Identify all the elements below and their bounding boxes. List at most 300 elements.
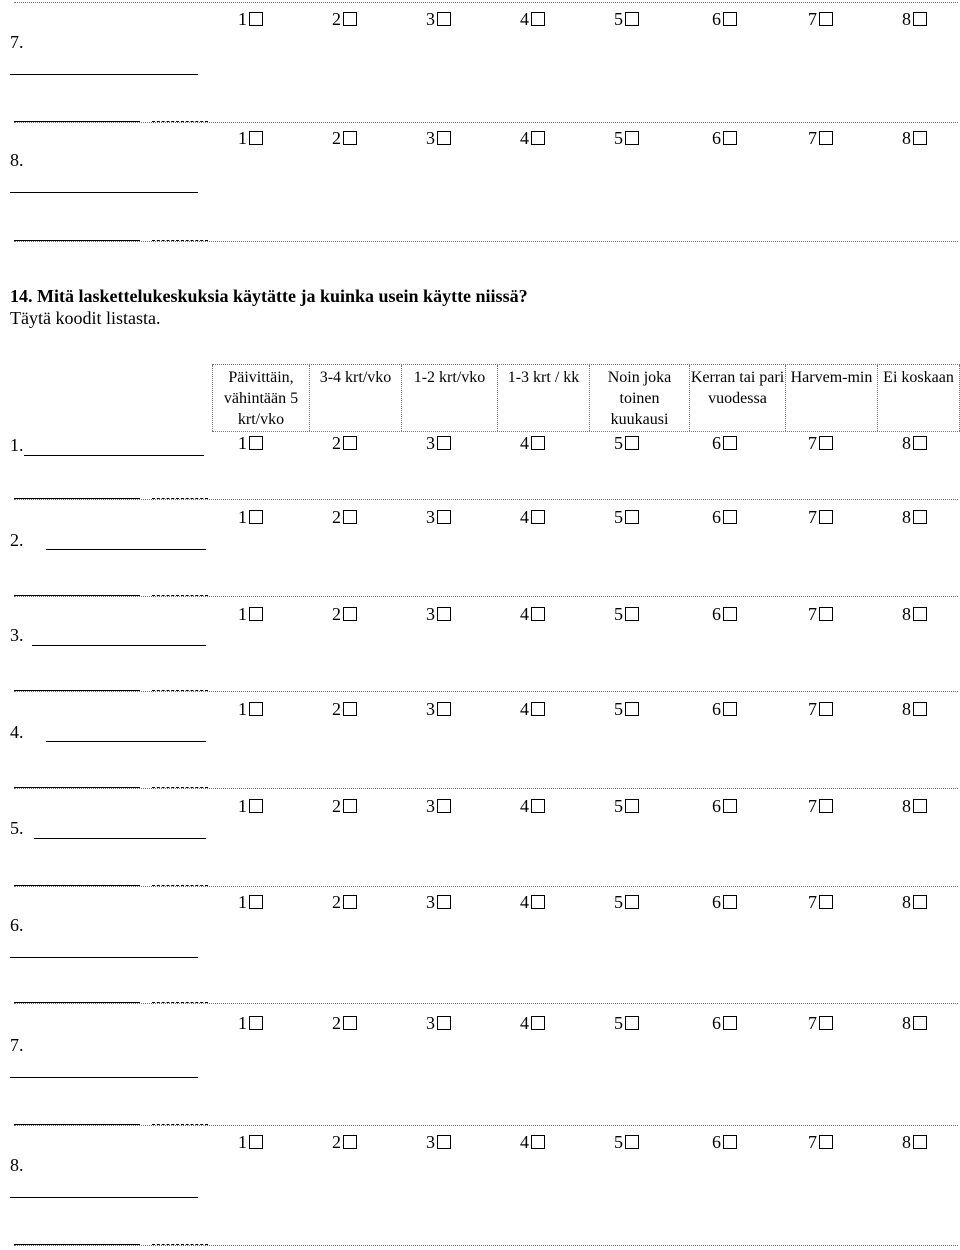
answer-line[interactable]: [10, 1077, 198, 1078]
option-code: 4: [520, 892, 529, 912]
checkbox[interactable]: [723, 1135, 737, 1149]
option-code: 5: [614, 1013, 623, 1033]
column-header-1: Päivittäin, vähintään 5 krt/vko: [212, 365, 310, 431]
row-separator: [14, 241, 958, 242]
column-header-3: 1-2 krt/vko: [402, 365, 498, 431]
option-8[interactable]: [902, 1012, 927, 1034]
row-separator: [14, 1245, 958, 1246]
option-2[interactable]: [332, 891, 357, 913]
option-2[interactable]: [332, 603, 357, 625]
option-code: 8: [902, 892, 911, 912]
option-5[interactable]: [614, 891, 639, 913]
checkbox[interactable]: [531, 607, 545, 621]
checkbox[interactable]: [343, 799, 357, 813]
option-code: 2: [332, 892, 341, 912]
option-6[interactable]: [712, 8, 737, 30]
option-code: 7: [808, 433, 817, 453]
row-number: 7.: [10, 1035, 24, 1055]
row-number: 4.: [10, 722, 24, 742]
separator-dash: [152, 1244, 208, 1245]
checkbox[interactable]: [913, 12, 927, 26]
option-code: 7: [808, 699, 817, 719]
option-code: 1: [238, 1132, 247, 1152]
checkbox[interactable]: [625, 1135, 639, 1149]
option-7[interactable]: [808, 891, 833, 913]
option-code: 8: [902, 1132, 911, 1152]
option-code: 6: [712, 1013, 721, 1033]
option-3[interactable]: [426, 506, 451, 528]
checkbox[interactable]: [437, 1016, 451, 1030]
checkbox[interactable]: [531, 799, 545, 813]
option-code: 6: [712, 128, 721, 148]
option-6[interactable]: [712, 795, 737, 817]
row-number: 6.: [10, 915, 24, 935]
checkbox[interactable]: [625, 12, 639, 26]
checkbox[interactable]: [531, 895, 545, 909]
row-separator: [14, 122, 958, 123]
option-8[interactable]: [902, 8, 927, 30]
option-code: 4: [520, 1013, 529, 1033]
row-separator: [14, 499, 958, 500]
checkbox[interactable]: [437, 799, 451, 813]
checkbox[interactable]: [343, 1135, 357, 1149]
option-code: 6: [712, 796, 721, 816]
answer-options: [238, 795, 938, 817]
option-7[interactable]: [808, 795, 833, 817]
option-1[interactable]: [238, 8, 263, 30]
question-instruction: Täytä koodit listasta.: [10, 308, 161, 328]
checkbox[interactable]: [625, 702, 639, 716]
checkbox[interactable]: [249, 1016, 263, 1030]
checkbox[interactable]: [625, 510, 639, 524]
option-1[interactable]: [238, 506, 263, 528]
checkbox[interactable]: [723, 131, 737, 145]
option-code: 1: [238, 796, 247, 816]
separator-solid: [14, 240, 140, 241]
option-code: 3: [426, 892, 435, 912]
answer-options: [238, 698, 938, 720]
checkbox[interactable]: [913, 607, 927, 621]
option-4[interactable]: [520, 1012, 545, 1034]
option-8[interactable]: [902, 698, 927, 720]
option-4[interactable]: [520, 795, 545, 817]
checkbox[interactable]: [819, 799, 833, 813]
option-code: 2: [332, 604, 341, 624]
column-header-7: Harvem-min: [786, 365, 878, 431]
option-8[interactable]: [902, 127, 927, 149]
question-title: 14. Mitä laskettelukeskuksia käytätte ja kuinka usein käytte niissä?: [10, 286, 528, 306]
option-code: 2: [332, 9, 341, 29]
option-1[interactable]: [238, 1131, 263, 1153]
option-8[interactable]: [902, 891, 927, 913]
checkbox[interactable]: [723, 436, 737, 450]
checkbox[interactable]: [913, 895, 927, 909]
answer-options: [238, 891, 938, 913]
option-code: 8: [902, 128, 911, 148]
option-code: 8: [902, 433, 911, 453]
option-2[interactable]: [332, 698, 357, 720]
option-4[interactable]: [520, 698, 545, 720]
header-overline: [212, 364, 960, 365]
option-3[interactable]: [426, 127, 451, 149]
option-4[interactable]: [520, 603, 545, 625]
option-6[interactable]: [712, 891, 737, 913]
row-separator: [14, 596, 958, 597]
option-code: 1: [238, 9, 247, 29]
option-code: 6: [712, 1132, 721, 1152]
option-1[interactable]: [238, 432, 263, 454]
option-2[interactable]: [332, 795, 357, 817]
option-code: 4: [520, 699, 529, 719]
option-1[interactable]: [238, 698, 263, 720]
option-2[interactable]: [332, 8, 357, 30]
separator-solid: [14, 498, 140, 499]
option-8[interactable]: [902, 1131, 927, 1153]
checkbox[interactable]: [723, 895, 737, 909]
answer-line[interactable]: [46, 741, 206, 742]
option-code: 1: [238, 699, 247, 719]
checkbox[interactable]: [249, 12, 263, 26]
option-1[interactable]: [238, 795, 263, 817]
option-1[interactable]: [238, 603, 263, 625]
option-code: 8: [902, 507, 911, 527]
option-code: 5: [614, 892, 623, 912]
option-1[interactable]: [238, 1012, 263, 1034]
option-5[interactable]: [614, 1012, 639, 1034]
option-code: 3: [426, 699, 435, 719]
option-7[interactable]: [808, 1012, 833, 1034]
column-header-6: Kerran tai pari vuodessa: [690, 365, 786, 431]
separator-solid: [14, 690, 140, 691]
option-code: 1: [238, 433, 247, 453]
row-number: 2.: [10, 530, 24, 550]
checkbox[interactable]: [723, 607, 737, 621]
option-4[interactable]: [520, 1131, 545, 1153]
column-header-4: 1-3 krt / kk: [498, 365, 590, 431]
separator-solid: [14, 1244, 140, 1245]
option-3[interactable]: [426, 8, 451, 30]
option-code: 1: [238, 128, 247, 148]
checkbox[interactable]: [531, 510, 545, 524]
option-code: 7: [808, 507, 817, 527]
option-code: 4: [520, 1132, 529, 1152]
checkbox[interactable]: [437, 607, 451, 621]
checkbox[interactable]: [249, 702, 263, 716]
option-5[interactable]: [614, 795, 639, 817]
option-2[interactable]: [332, 1131, 357, 1153]
option-6[interactable]: [712, 432, 737, 454]
option-5[interactable]: [614, 1131, 639, 1153]
answer-line[interactable]: [10, 192, 198, 193]
option-6[interactable]: [712, 603, 737, 625]
page-top-separator: [14, 2, 958, 3]
option-5[interactable]: [614, 432, 639, 454]
option-code: 7: [808, 128, 817, 148]
option-code: 6: [712, 507, 721, 527]
option-code: 7: [808, 796, 817, 816]
option-7[interactable]: [808, 603, 833, 625]
checkbox[interactable]: [625, 131, 639, 145]
checkbox[interactable]: [819, 1016, 833, 1030]
separator-solid: [14, 121, 140, 122]
option-3[interactable]: [426, 891, 451, 913]
checkbox[interactable]: [343, 607, 357, 621]
checkbox[interactable]: [437, 510, 451, 524]
checkbox[interactable]: [343, 510, 357, 524]
option-code: 4: [520, 604, 529, 624]
checkbox[interactable]: [249, 131, 263, 145]
checkbox[interactable]: [531, 1016, 545, 1030]
checkbox[interactable]: [819, 436, 833, 450]
separator-dash: [152, 690, 208, 691]
checkbox[interactable]: [723, 1016, 737, 1030]
checkbox[interactable]: [819, 510, 833, 524]
option-2[interactable]: [332, 1012, 357, 1034]
answer-line[interactable]: [10, 1197, 198, 1198]
option-7[interactable]: [808, 432, 833, 454]
answer-options: [238, 1131, 938, 1153]
option-4[interactable]: [520, 127, 545, 149]
answer-options: [238, 127, 938, 149]
checkbox[interactable]: [819, 12, 833, 26]
separator-solid: [14, 595, 140, 596]
checkbox[interactable]: [819, 895, 833, 909]
answer-line[interactable]: [34, 838, 206, 839]
option-8[interactable]: [902, 432, 927, 454]
option-code: 1: [238, 892, 247, 912]
option-code: 3: [426, 1132, 435, 1152]
option-code: 3: [426, 433, 435, 453]
option-5[interactable]: [614, 698, 639, 720]
checkbox[interactable]: [437, 131, 451, 145]
option-code: 7: [808, 892, 817, 912]
option-code: 7: [808, 9, 817, 29]
option-2[interactable]: [332, 432, 357, 454]
option-8[interactable]: [902, 603, 927, 625]
option-code: 2: [332, 1132, 341, 1152]
option-code: 6: [712, 433, 721, 453]
option-6[interactable]: [712, 1012, 737, 1034]
row-number: 8.: [10, 150, 24, 170]
checkbox[interactable]: [531, 436, 545, 450]
option-code: 7: [808, 1132, 817, 1152]
option-code: 6: [712, 892, 721, 912]
option-code: 1: [238, 1013, 247, 1033]
checkbox[interactable]: [819, 702, 833, 716]
row-number: 5.: [10, 818, 24, 838]
answer-line[interactable]: [10, 74, 198, 75]
checkbox[interactable]: [249, 895, 263, 909]
checkbox[interactable]: [343, 12, 357, 26]
separator-dash: [152, 595, 208, 596]
option-code: 5: [614, 796, 623, 816]
checkbox[interactable]: [625, 799, 639, 813]
option-code: 3: [426, 507, 435, 527]
answer-line[interactable]: [10, 957, 198, 958]
separator-solid: [14, 885, 140, 886]
checkbox[interactable]: [343, 702, 357, 716]
answer-options: [238, 8, 938, 30]
option-8[interactable]: [902, 795, 927, 817]
option-code: 3: [426, 796, 435, 816]
option-3[interactable]: [426, 603, 451, 625]
answer-options: [238, 506, 938, 528]
option-code: 8: [902, 699, 911, 719]
option-code: 5: [614, 9, 623, 29]
checkbox[interactable]: [913, 510, 927, 524]
checkbox[interactable]: [343, 1016, 357, 1030]
checkbox[interactable]: [437, 895, 451, 909]
checkbox[interactable]: [913, 1016, 927, 1030]
row-number: 7.: [10, 32, 24, 52]
checkbox[interactable]: [625, 895, 639, 909]
checkbox[interactable]: [913, 702, 927, 716]
column-header-5: Noin joka toinen kuukausi: [590, 365, 690, 431]
answer-options: [238, 432, 938, 454]
checkbox[interactable]: [531, 1135, 545, 1149]
column-header-8: Ei koskaan: [878, 365, 960, 431]
option-5[interactable]: [614, 8, 639, 30]
checkbox[interactable]: [437, 12, 451, 26]
option-4[interactable]: [520, 8, 545, 30]
checkbox[interactable]: [343, 131, 357, 145]
checkbox[interactable]: [723, 12, 737, 26]
option-4[interactable]: [520, 891, 545, 913]
checkbox[interactable]: [531, 702, 545, 716]
checkbox[interactable]: [723, 510, 737, 524]
option-code: 2: [332, 1013, 341, 1033]
checkbox[interactable]: [819, 131, 833, 145]
option-3[interactable]: [426, 1131, 451, 1153]
checkbox[interactable]: [723, 799, 737, 813]
option-code: 3: [426, 604, 435, 624]
option-5[interactable]: [614, 506, 639, 528]
separator-solid: [14, 1002, 140, 1003]
option-code: 7: [808, 604, 817, 624]
option-7[interactable]: [808, 127, 833, 149]
option-code: 3: [426, 1013, 435, 1033]
checkbox[interactable]: [531, 12, 545, 26]
checkbox[interactable]: [913, 799, 927, 813]
option-5[interactable]: [614, 603, 639, 625]
answer-options: [238, 1012, 938, 1034]
option-3[interactable]: [426, 432, 451, 454]
checkbox[interactable]: [249, 1135, 263, 1149]
option-code: 8: [902, 796, 911, 816]
option-code: 4: [520, 9, 529, 29]
option-code: 2: [332, 433, 341, 453]
option-code: 4: [520, 507, 529, 527]
option-code: 8: [902, 9, 911, 29]
option-5[interactable]: [614, 127, 639, 149]
option-6[interactable]: [712, 127, 737, 149]
checkbox[interactable]: [343, 895, 357, 909]
checkbox[interactable]: [249, 436, 263, 450]
option-3[interactable]: [426, 698, 451, 720]
option-7[interactable]: [808, 8, 833, 30]
option-code: 8: [902, 1013, 911, 1033]
option-2[interactable]: [332, 127, 357, 149]
option-4[interactable]: [520, 506, 545, 528]
checkbox[interactable]: [913, 131, 927, 145]
option-code: 5: [614, 433, 623, 453]
row-separator: [14, 886, 958, 887]
separator-dash: [152, 121, 208, 122]
separator-solid: [14, 787, 140, 788]
option-code: 4: [520, 433, 529, 453]
separator-dash: [152, 1124, 208, 1125]
answer-line[interactable]: [46, 549, 206, 550]
option-8[interactable]: [902, 506, 927, 528]
option-code: 6: [712, 699, 721, 719]
option-3[interactable]: [426, 795, 451, 817]
option-2[interactable]: [332, 506, 357, 528]
checkbox[interactable]: [913, 436, 927, 450]
checkbox[interactable]: [437, 436, 451, 450]
option-3[interactable]: [426, 1012, 451, 1034]
option-7[interactable]: [808, 506, 833, 528]
option-code: 3: [426, 9, 435, 29]
checkbox[interactable]: [625, 607, 639, 621]
option-7[interactable]: [808, 698, 833, 720]
answer-line[interactable]: [24, 455, 204, 456]
separator-solid: [14, 1124, 140, 1125]
row-separator: [14, 1003, 958, 1004]
separator-dash: [152, 885, 208, 886]
option-6[interactable]: [712, 698, 737, 720]
checkbox[interactable]: [249, 799, 263, 813]
option-code: 4: [520, 128, 529, 148]
checkbox[interactable]: [913, 1135, 927, 1149]
checkbox[interactable]: [437, 1135, 451, 1149]
checkbox[interactable]: [437, 702, 451, 716]
option-code: 7: [808, 1013, 817, 1033]
option-code: 3: [426, 128, 435, 148]
checkbox[interactable]: [625, 1016, 639, 1030]
checkbox[interactable]: [343, 436, 357, 450]
answer-line[interactable]: [32, 645, 206, 646]
option-code: 5: [614, 604, 623, 624]
checkbox[interactable]: [531, 131, 545, 145]
row-number: 3.: [10, 625, 24, 645]
option-4[interactable]: [520, 432, 545, 454]
checkbox[interactable]: [723, 702, 737, 716]
separator-dash: [152, 787, 208, 788]
option-code: 4: [520, 796, 529, 816]
option-7[interactable]: [808, 1131, 833, 1153]
option-code: 2: [332, 796, 341, 816]
option-code: 5: [614, 1132, 623, 1152]
option-6[interactable]: [712, 506, 737, 528]
checkbox[interactable]: [249, 510, 263, 524]
checkbox[interactable]: [819, 607, 833, 621]
option-code: 8: [902, 604, 911, 624]
row-separator: [14, 1125, 958, 1126]
option-1[interactable]: [238, 127, 263, 149]
option-code: 1: [238, 604, 247, 624]
option-code: 2: [332, 128, 341, 148]
checkbox[interactable]: [625, 436, 639, 450]
option-6[interactable]: [712, 1131, 737, 1153]
separator-dash: [152, 498, 208, 499]
option-code: 6: [712, 604, 721, 624]
option-1[interactable]: [238, 891, 263, 913]
checkbox[interactable]: [819, 1135, 833, 1149]
column-header-2: 3-4 krt/vko: [310, 365, 402, 431]
row-separator: [14, 788, 958, 789]
option-code: 6: [712, 9, 721, 29]
checkbox[interactable]: [249, 607, 263, 621]
